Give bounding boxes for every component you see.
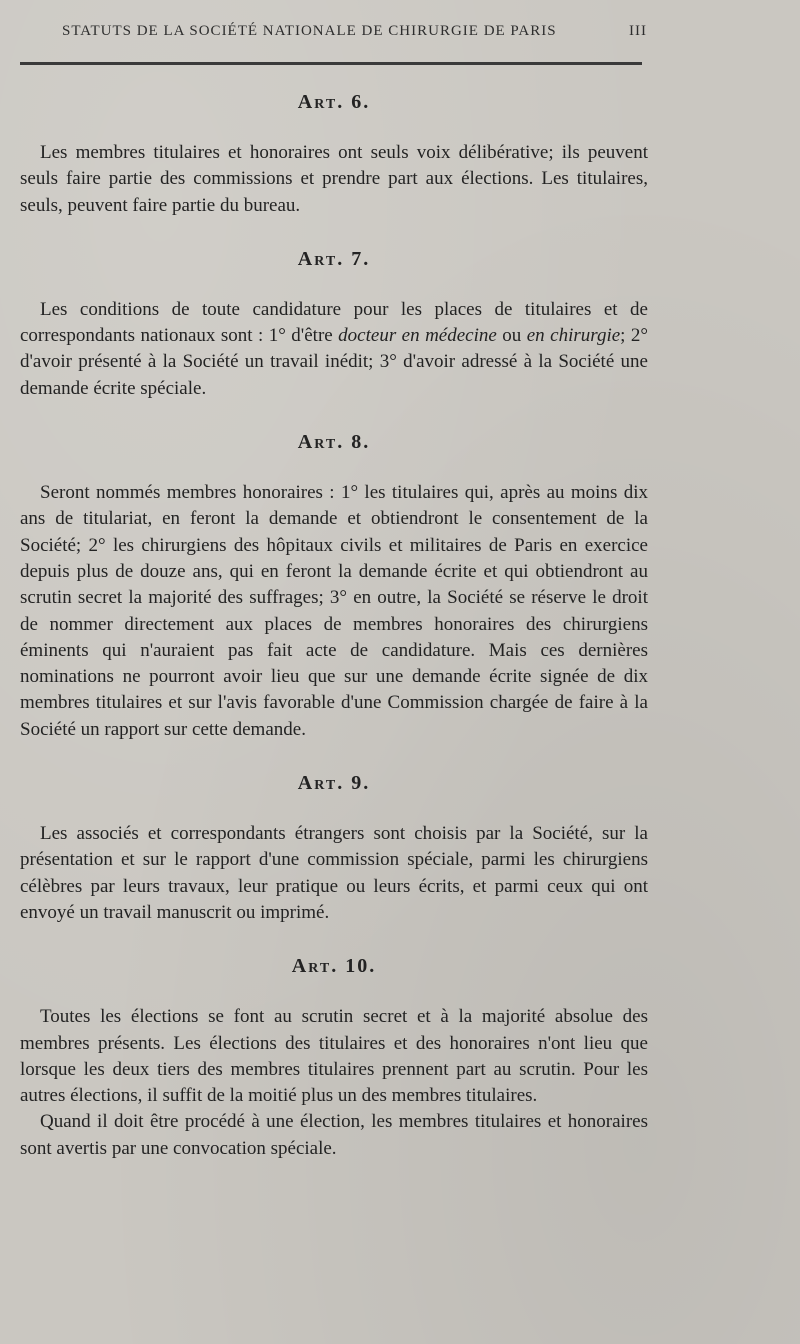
article-7-paragraph xyxy=(20,297,648,402)
article-7 xyxy=(20,241,648,402)
article-9-heading: Art. 9. xyxy=(297,772,371,795)
article-8 xyxy=(20,424,648,743)
running-head-title: STATUTS DE LA SOCIÉTÉ NATIONALE DE CHIRURGIE DE PARIS xyxy=(62,23,557,39)
article-7-italic-docteur: docteur en médecine xyxy=(338,325,497,347)
article-10-paragraph-2: Quand il doit être procédé à une élection, les membres titulaires et honoraires sont avertis par une convocation spéciale. xyxy=(20,1111,648,1159)
article-10 xyxy=(20,948,648,1162)
article-9-paragraph: Les associés et correspondants étrangers sont choisis par la Société, sur la présentation et sur le rapport d'une commission spéciale, parmi les chirurgiens célèbres par leurs travaux, leur pratique ou leurs écrits, et parmi ceux qui ont envoyé un travail manuscrit ou imprimé. xyxy=(20,823,648,923)
article-8-paragraph: Seront nommés membres honoraires : 1° les titulaires qui, après au moins dix ans de titulariat, en feront la demande et obtiendront le consentement de la Société; 2° les chirurgiens des hôpitaux civils et militaires de Paris en exercice depuis plus de douze ans, qui en feront la demande écrite et qui obtiendront au scrutin secret la majorité des suffrages; 3° en outre, la Société se réserve le droit de nommer directement aux places de membres honoraires des chirurgiens éminents qui n'auraient pas fait acte de candidature. Mais ces dernières nominations ne pourront avoir lieu que sur une demande écrite signée de dix membres titulaires et sur l'avis favorable d'une Commission chargée de faire à la Société un rapport sur cette demande. xyxy=(20,482,648,740)
article-7-heading: Art. 7. xyxy=(297,247,371,270)
page-number: III xyxy=(629,23,647,39)
article-6-heading: Art. 6. xyxy=(297,91,371,113)
article-7-italic-chirurgie: en chirurgie xyxy=(526,325,621,347)
article-6-paragraph: Les membres titulaires et honoraires ont seuls voix délibérative; ils peuvent seuls faire partie des commissions et prendre part aux élections. Les titulaires, seuls, peuvent faire partie du bureau. xyxy=(20,142,648,216)
article-7-text-a: Les conditions de toute candidature pour les places de titulaires et de correspondants nationaux sont : 1° d'être xyxy=(20,298,648,347)
article-6 xyxy=(20,84,648,219)
article-8-heading: Art. 8. xyxy=(297,431,371,454)
article-9 xyxy=(20,765,648,926)
article-7-text-c: ; 2° d'avoir présenté à la Société un travail inédit; 3° d'avoir adressé à la Société une demande écrite spéciale. xyxy=(20,325,648,399)
page-body xyxy=(20,84,648,1162)
article-10-heading: Art. 10. xyxy=(291,955,377,978)
running-head xyxy=(62,23,647,40)
article-7-text-b: ou xyxy=(496,325,527,347)
article-10-paragraph-1: Toutes les élections se font au scrutin secret et à la majorité absolue des membres présents. Les élections des titulaires et des honoraires n'ont lieu que lorsque les deux tiers des membres titulaires prennent part au scrutin. Pour les autres élections, il suffit de la moitié plus un des membres titulaires. xyxy=(20,1006,648,1107)
header-rule xyxy=(20,62,642,65)
